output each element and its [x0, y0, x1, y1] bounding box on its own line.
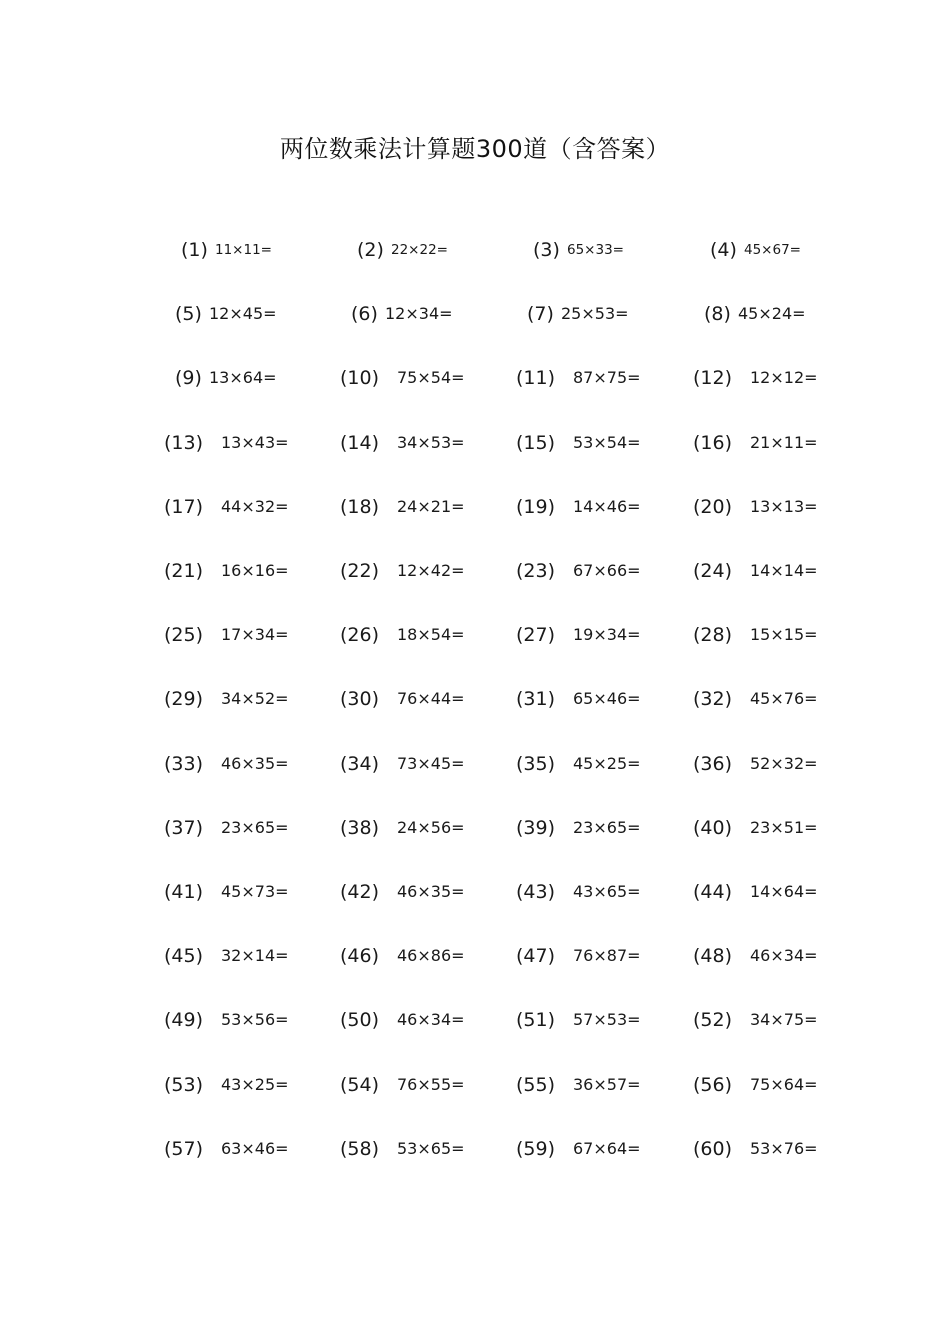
problem-item [0, 749, 950, 779]
problem-expression: 87×75= [573, 368, 641, 388]
problem-item [0, 556, 950, 586]
problem-item [0, 363, 950, 393]
problem-number: (59) [516, 1137, 556, 1160]
problem-expression: 13×43= [221, 432, 289, 452]
problem-expression: 46×34= [397, 1010, 465, 1030]
problem-number: (57) [164, 1137, 204, 1160]
problem-item [0, 428, 950, 458]
problem-number: (45) [164, 945, 204, 968]
problem-expression: 46×34= [750, 946, 818, 966]
problem-item [0, 1005, 950, 1035]
problem-number: (52) [693, 1009, 733, 1032]
problem-expression: 73×45= [397, 753, 465, 773]
problem-number: (40) [693, 816, 733, 839]
problem-number: (47) [516, 945, 556, 968]
problem-number: (8) [704, 303, 731, 326]
problem-number: (43) [516, 881, 556, 903]
problem-expression: 21×11= [750, 432, 818, 452]
problem-expression: 46×35= [221, 753, 289, 773]
problem-expression: 57×53= [573, 1010, 641, 1030]
problem-number: (41) [164, 881, 204, 903]
problem-number: (55) [516, 1073, 556, 1096]
problem-number: (60) [693, 1137, 733, 1160]
problem-number: (7) [527, 303, 554, 326]
problem-expression: 65×46= [573, 689, 641, 709]
problem-number: (6) [351, 303, 378, 326]
problem-number: (12) [693, 367, 733, 390]
problem-number: (16) [693, 431, 733, 454]
problem-number: (22) [340, 560, 380, 582]
problem-expression: 43×25= [221, 1074, 289, 1094]
problem-expression: 11×11= [215, 242, 272, 258]
problem-expression: 12×45= [209, 304, 277, 324]
problem-number: (3) [533, 239, 560, 261]
problem-expression: 19×34= [573, 625, 641, 645]
problem-number: (9) [175, 367, 202, 390]
problem-number: (58) [340, 1137, 380, 1160]
problem-number: (56) [693, 1073, 733, 1096]
problem-expression: 67×66= [573, 561, 641, 580]
problem-expression: 67×64= [573, 1138, 641, 1158]
problem-expression: 34×75= [750, 1010, 818, 1030]
problem-expression: 12×12= [750, 368, 818, 388]
problem-expression: 76×55= [397, 1074, 465, 1094]
problem-expression: 46×35= [397, 882, 465, 901]
problem-number: (31) [516, 688, 556, 711]
problem-item [0, 813, 950, 843]
problem-number: (25) [164, 624, 204, 647]
problem-number: (23) [516, 560, 556, 582]
problem-expression: 53×76= [750, 1138, 818, 1158]
problem-expression: 16×16= [221, 561, 289, 580]
problem-number: (34) [340, 752, 380, 775]
problem-expression: 75×64= [750, 1074, 818, 1094]
problem-number: (4) [710, 239, 737, 261]
problem-number: (5) [175, 303, 202, 326]
problem-number: (33) [164, 752, 204, 775]
problem-number: (26) [340, 624, 380, 647]
problem-expression: 43×65= [573, 882, 641, 901]
page-title: 两位数乘法计算题300道（含答案） [279, 135, 671, 163]
problem-number: (2) [357, 239, 384, 261]
problem-expression: 17×34= [221, 625, 289, 645]
problem-item [0, 877, 950, 907]
problem-item [0, 492, 950, 522]
problem-expression: 76×44= [397, 689, 465, 709]
problem-expression: 12×34= [385, 304, 453, 324]
problem-expression: 24×56= [397, 817, 465, 837]
problem-item [0, 299, 950, 329]
problem-number: (11) [516, 367, 556, 390]
problem-item [0, 620, 950, 650]
problem-expression: 53×56= [221, 1010, 289, 1030]
problem-expression: 45×76= [750, 689, 818, 709]
problem-number: (1) [181, 239, 208, 261]
problem-expression: 45×73= [221, 882, 289, 901]
problem-number: (42) [340, 881, 380, 903]
problem-number: (30) [340, 688, 380, 711]
problem-number: (38) [340, 816, 380, 839]
problem-expression: 13×13= [750, 496, 818, 516]
problem-expression: 12×42= [397, 561, 465, 580]
problem-expression: 76×87= [573, 946, 641, 966]
problem-number: (24) [693, 560, 733, 582]
problem-number: (17) [164, 495, 204, 518]
problem-number: (27) [516, 624, 556, 647]
problem-expression: 23×65= [573, 817, 641, 837]
problem-item [0, 1070, 950, 1100]
problem-expression: 45×25= [573, 753, 641, 773]
problem-expression: 18×54= [397, 625, 465, 645]
problem-number: (39) [516, 816, 556, 839]
problem-expression: 53×65= [397, 1138, 465, 1158]
problem-number: (29) [164, 688, 204, 711]
problem-number: (14) [340, 431, 380, 454]
problem-expression: 75×54= [397, 368, 465, 388]
problem-expression: 34×53= [397, 432, 465, 452]
problem-expression: 24×21= [397, 496, 465, 516]
problem-expression: 52×32= [750, 753, 818, 773]
problem-expression: 14×46= [573, 496, 641, 516]
problem-expression: 44×32= [221, 496, 289, 516]
problem-expression: 46×86= [397, 946, 465, 966]
problem-number: (37) [164, 816, 204, 839]
problem-expression: 23×51= [750, 817, 818, 837]
problem-number: (53) [164, 1073, 204, 1096]
problem-number: (36) [693, 752, 733, 775]
problem-number: (51) [516, 1009, 556, 1032]
problem-number: (50) [340, 1009, 380, 1032]
problem-number: (13) [164, 431, 204, 454]
problem-number: (18) [340, 495, 380, 518]
problem-number: (49) [164, 1009, 204, 1032]
problem-number: (48) [693, 945, 733, 968]
problem-expression: 14×14= [750, 561, 818, 580]
problem-expression: 65×33= [567, 242, 624, 258]
problem-expression: 36×57= [573, 1074, 641, 1094]
problem-expression: 15×15= [750, 625, 818, 645]
problem-number: (54) [340, 1073, 380, 1096]
problem-expression: 25×53= [561, 304, 629, 324]
problem-expression: 45×67= [744, 242, 801, 258]
problem-expression: 45×24= [738, 304, 806, 324]
problem-number: (19) [516, 495, 556, 518]
problem-number: (28) [693, 624, 733, 647]
problem-expression: 14×64= [750, 882, 818, 901]
problem-item [0, 684, 950, 714]
problem-number: (35) [516, 752, 556, 775]
problem-number: (32) [693, 688, 733, 711]
problem-number: (15) [516, 431, 556, 454]
problem-expression: 53×54= [573, 432, 641, 452]
problem-expression: 63×46= [221, 1138, 289, 1158]
problem-item [0, 941, 950, 971]
problem-expression: 32×14= [221, 946, 289, 966]
problem-expression: 13×64= [209, 368, 277, 388]
problem-number: (20) [693, 495, 733, 518]
problem-number: (10) [340, 367, 380, 390]
problem-expression: 22×22= [391, 242, 448, 258]
problem-item [0, 235, 950, 265]
problem-expression: 23×65= [221, 817, 289, 837]
problem-number: (21) [164, 560, 204, 582]
problem-item [0, 1134, 950, 1164]
problem-number: (44) [693, 881, 733, 903]
problem-number: (46) [340, 945, 380, 968]
problem-expression: 34×52= [221, 689, 289, 709]
